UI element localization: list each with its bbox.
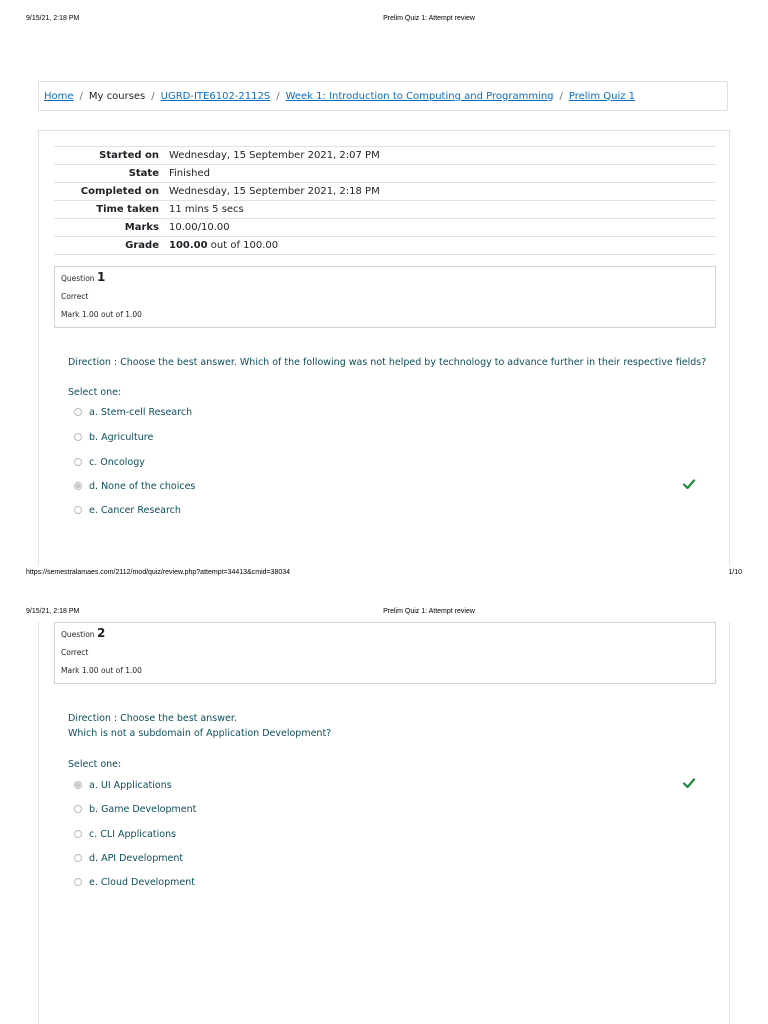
radio-icon[interactable] [74,458,82,466]
print-datetime: 9/15/21, 2:18 PM [26,15,80,22]
summary-row [54,183,716,201]
summary-value: Wednesday, 15 September 2021, 2:18 PM [164,183,716,201]
grade-total: out of 100.00 [207,240,279,251]
question-text [68,355,706,370]
radio-icon[interactable] [74,854,82,862]
question-label: Question [61,274,95,283]
radio-selected-icon[interactable] [74,781,82,789]
answer-option[interactable] [74,851,183,865]
answer-option-label: c. Oncology [89,456,145,468]
print-header [0,15,768,29]
print-datetime: 9/15/21, 2:18 PM [26,608,80,615]
answer-option-label: c. CLI Applications [89,828,177,840]
radio-icon[interactable] [74,433,82,441]
grade-value: 100.00 [169,240,208,251]
summary-label: Completed on [54,183,164,201]
radio-icon[interactable] [74,878,82,886]
answer-option-label: b. Game Development [89,803,197,815]
question-status: Correct [61,292,89,301]
question-text-line: Direction : Choose the best answer. [68,713,237,724]
summary-row [54,237,716,255]
summary-value: Finished [164,165,716,183]
breadcrumb-separator: / [151,90,155,102]
breadcrumb-course-link[interactable]: UGRD-ITE6102-2112S [160,90,271,102]
question-number [61,626,105,640]
radio-selected-icon[interactable] [74,482,82,490]
print-url: https://semestralamaes.com/2112/mod/quiz/review.php?attempt=34413&cmid=38034 [26,569,291,576]
answer-option-label: e. Cancer Research [89,504,181,516]
answer-option[interactable] [74,455,145,469]
radio-icon[interactable] [74,506,82,514]
summary-value [164,237,716,255]
breadcrumb-week-link[interactable]: Week 1: Introduction to Computing and Programming [285,90,554,102]
summary-value: 11 mins 5 secs [164,201,716,219]
question-number [61,270,105,284]
summary-row [54,201,716,219]
radio-icon[interactable] [74,408,82,416]
print-title: Prelim Quiz 1: Attempt review [383,15,475,22]
answer-option-selected[interactable] [74,479,195,493]
breadcrumb-separator: / [559,90,563,102]
print-header [0,608,768,622]
answer-option[interactable] [74,430,153,444]
summary-row [54,165,716,183]
answer-option-label: a. Stem-cell Research [89,406,193,418]
breadcrumb [38,81,728,111]
check-icon [682,477,696,491]
answer-option[interactable] [74,802,196,816]
radio-icon[interactable] [74,805,82,813]
summary-value: 10.00/10.00 [164,219,716,237]
question-info [54,622,716,684]
question-status: Correct [61,648,89,657]
print-footer [0,569,768,583]
question-text-line: Which is not a subdomain of Application Development? [68,728,332,739]
answer-option[interactable] [74,405,192,419]
answer-option-label: e. Cloud Development [89,876,195,888]
summary-label: State [54,165,164,183]
answer-option-label: d. API Development [89,852,184,864]
summary-row [54,219,716,237]
summary-label: Time taken [54,201,164,219]
print-page-number: 1/10 [728,569,742,576]
answer-option-label: d. None of the choices [89,480,196,492]
answer-option-selected[interactable] [74,778,172,792]
question-number-value: 1 [96,270,106,284]
question-number-value: 2 [96,626,106,640]
breadcrumb-my-courses[interactable]: My courses [88,90,146,102]
summary-value: Wednesday, 15 September 2021, 2:07 PM [164,147,716,165]
breadcrumb-quiz-link[interactable]: Prelim Quiz 1 [568,90,636,102]
breadcrumb-home-link[interactable]: Home [44,90,74,102]
question-text-line: Direction : Choose the best answer. Which of the following was not helped by technology to advance further in their respective fields? [68,357,707,368]
question-text [68,711,331,741]
print-title: Prelim Quiz 1: Attempt review [383,608,475,615]
check-icon [682,776,696,790]
breadcrumb-separator: / [276,90,280,102]
answer-option-label: b. Agriculture [89,431,154,443]
question-label: Question [61,630,95,639]
radio-icon[interactable] [74,830,82,838]
summary-label: Started on [54,147,164,165]
answer-option[interactable] [74,875,195,889]
question-info [54,266,716,328]
summary-label: Grade [54,237,164,255]
answer-option[interactable] [74,503,181,517]
answer-option[interactable] [74,827,176,841]
select-one-label: Select one: [68,759,122,770]
summary-label: Marks [54,219,164,237]
question-mark: Mark 1.00 out of 1.00 [61,666,142,675]
answer-option-label: a. UI Applications [89,779,172,791]
summary-row [54,147,716,165]
select-one-label: Select one: [68,387,122,398]
breadcrumb-separator: / [79,90,83,102]
question-mark: Mark 1.00 out of 1.00 [61,310,142,319]
attempt-summary-table [54,146,716,255]
